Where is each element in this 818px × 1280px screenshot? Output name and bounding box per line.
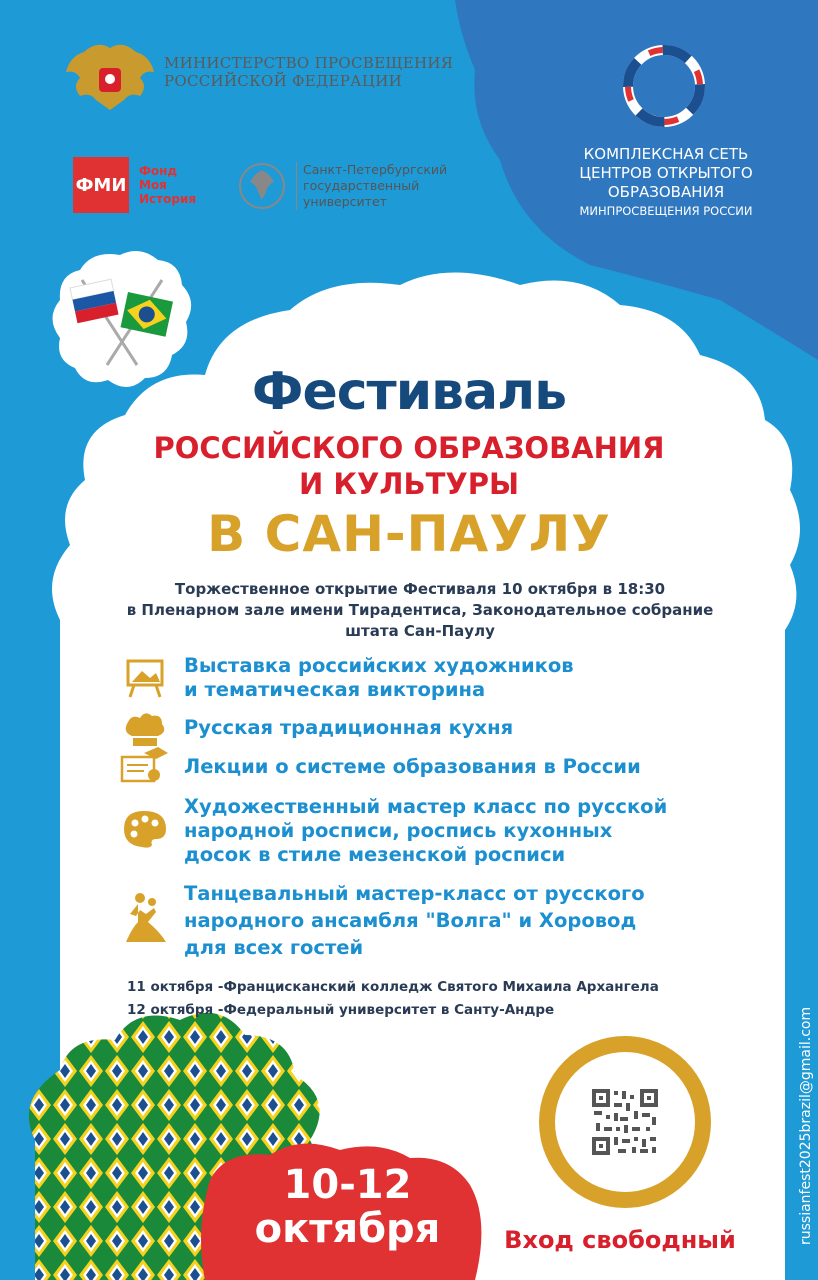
contact-email[interactable] [760, 980, 818, 1260]
program-line: для всех гостей [184, 936, 364, 959]
program-item [120, 880, 720, 958]
program-item [120, 755, 720, 785]
program-item [120, 716, 720, 746]
dates-line2: октября [254, 1206, 441, 1252]
title-subtitle [0, 430, 818, 502]
spbu-line1: Санкт-Петербургский [303, 162, 448, 177]
schedule-item: 11 октября -Францисканский колледж Святого Михаила Архангела [127, 979, 659, 995]
diploma-icon [120, 745, 170, 785]
festival-dates [215, 1163, 480, 1251]
spbu-line3: университет [303, 194, 387, 209]
program-item-text [184, 654, 574, 702]
opening-info [80, 579, 760, 642]
spbu-line2: государственный [303, 178, 420, 193]
russia-brazil-flags-icon [62, 270, 182, 370]
program-line: Лекции о системе образования в России [184, 755, 641, 778]
fund-logo: ФМИ [73, 157, 129, 213]
email-text[interactable]: russianfest2025brazil@gmail.com [798, 1006, 814, 1245]
free-entry-label: Вход свободный [504, 1226, 736, 1254]
fund-name [139, 164, 196, 206]
title-line3: И КУЛЬТУРЫ [298, 467, 520, 501]
program-line: народного ансамбля "Волга" и Хоровод [184, 909, 637, 932]
network-name [556, 145, 776, 221]
title-line1: Фестиваль [251, 362, 567, 422]
program-line: Танцевальный мастер-класс от русского [184, 882, 645, 905]
network-line1: КОМПЛЕКСНАЯ СЕТЬ [583, 145, 749, 163]
spbu-crest-icon [236, 160, 288, 212]
network-logo-icon [616, 38, 712, 134]
russian-eagle-emblem-icon [62, 38, 158, 114]
fund-line3: История [139, 192, 197, 206]
schedule-item: 12 октября -Федеральный университет в Санту-Андре [127, 1002, 555, 1018]
dates-line1: 10-12 [283, 1162, 412, 1208]
program-line: Русская традиционная кухня [184, 716, 514, 739]
ministry-line1: МИНИСТЕРСТВО ПРОСВЕЩЕНИЯ [164, 54, 454, 72]
opening-line2: в Пленарном зале имени Тирадентиса, Законодательное собрание [126, 601, 714, 619]
palette-icon [120, 809, 170, 849]
ministry-name [164, 54, 453, 90]
opening-line3: штата Сан-Паулу [345, 622, 495, 640]
network-line3: ОБРАЗОВАНИЯ [607, 183, 725, 201]
network-line4: МИНПРОСВЕЩЕНИЯ РОССИИ [579, 204, 753, 218]
network-line2: ЦЕНТРОВ ОТКРЫТОГО [579, 164, 753, 182]
program-line: Художественный мастер класс по русской [184, 795, 668, 818]
title-line4: В САН-ПАУЛУ [207, 505, 611, 563]
opening-line1: Торжественное открытие Фестиваля 10 октября в 18:30 [174, 580, 666, 598]
ministry-line2: РОССИЙСКОЙ ФЕДЕРАЦИИ [164, 72, 402, 90]
dancers-icon [120, 892, 170, 944]
program-item-text [184, 795, 667, 867]
program-line: досок в стиле мезенской росписи [184, 843, 566, 866]
program-line: Выставка российских художников [184, 654, 574, 677]
fund-line2: Моя [139, 178, 167, 192]
program-line: народной росписи, роспись кухонных [184, 819, 613, 842]
program-item-text [184, 880, 645, 961]
qr-code[interactable] [590, 1087, 660, 1157]
title-line2: РОССИЙСКОГО ОБРАЗОВАНИЯ [153, 431, 665, 465]
fund-line1: Фонд [139, 164, 178, 178]
spbu-name [296, 162, 447, 210]
program-item [120, 795, 720, 867]
program-item-text [184, 716, 513, 740]
schedule [127, 976, 659, 1022]
program-item [120, 654, 720, 708]
chef-hat-icon [120, 710, 170, 750]
program-line: и тематическая викторина [184, 678, 486, 701]
program-item-text [184, 755, 641, 779]
easel-icon [120, 658, 170, 698]
